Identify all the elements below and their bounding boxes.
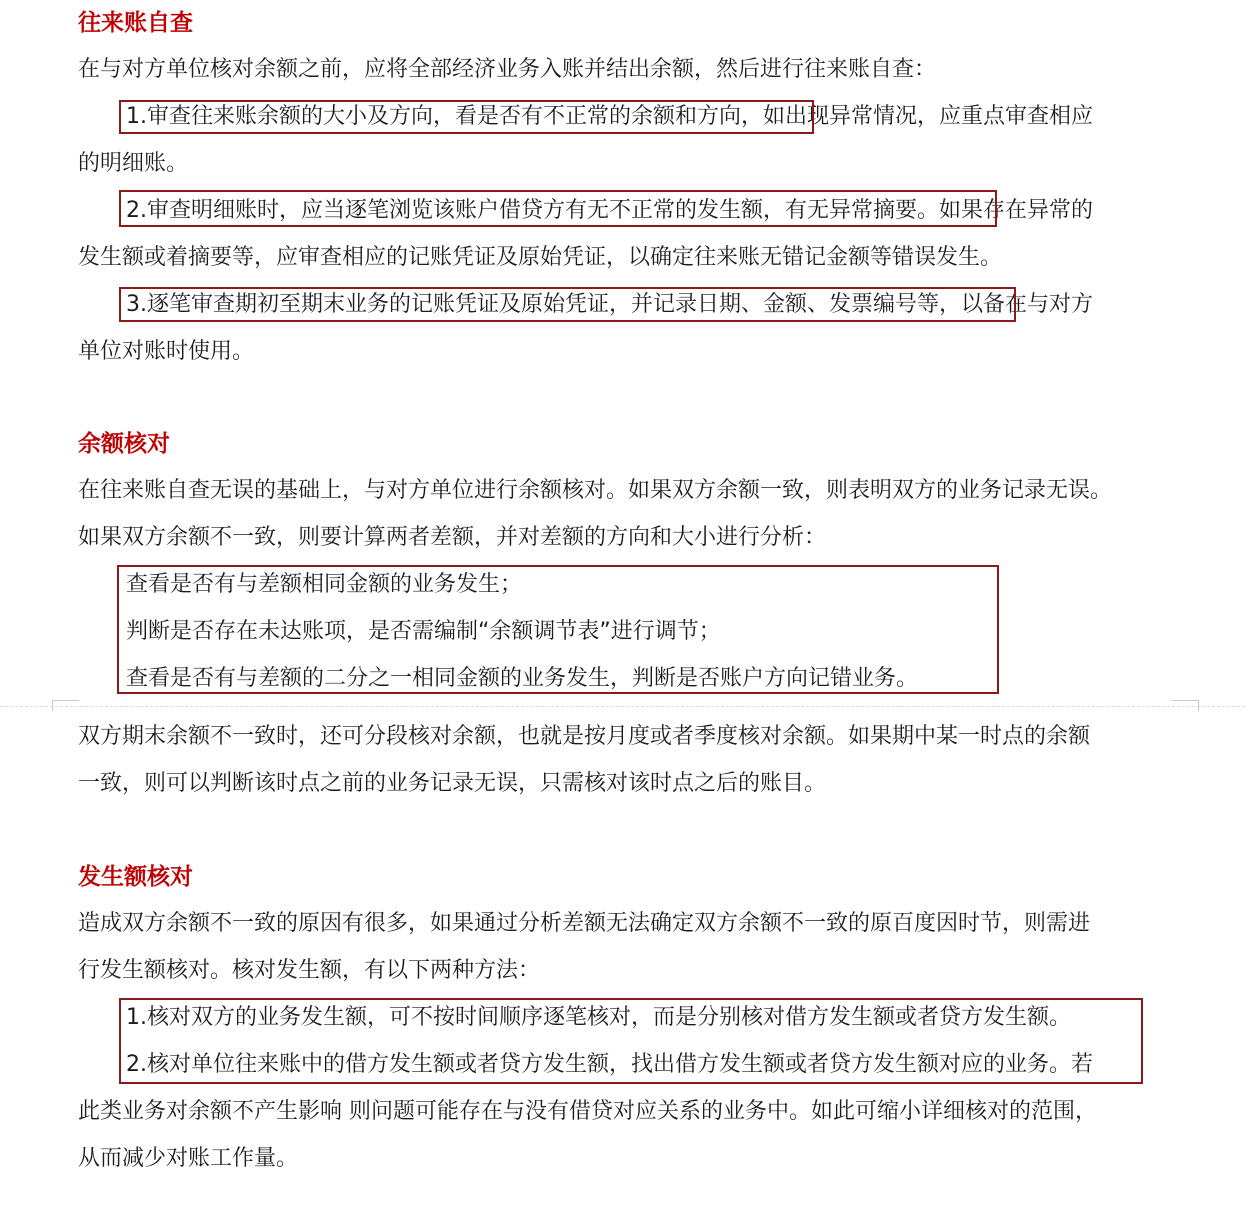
list-item: 判断是否存在未达账项，是否需编制“余额调节表”进行调节； xyxy=(126,619,721,644)
list-item: 查看是否有与差额相同金额的业务发生； xyxy=(126,572,523,597)
highlight-box-item-2 xyxy=(119,190,997,227)
paragraph-line: 发生额或着摘要等，应审查相应的记账凭证及原始凭证，以确定往来账无错记金额等错误发生。 xyxy=(78,245,1003,270)
page-corner-mark xyxy=(1172,700,1199,711)
highlight-box-analysis-list xyxy=(117,565,999,694)
paragraph-line: 2.审查明细账时，应当逐笔浏览该账户借贷方有无不正常的发生额，有无异常摘要。如果存在异常的 xyxy=(126,198,1093,223)
highlight-box-methods xyxy=(119,998,1143,1084)
paragraph-line: 一致，则可以判断该时点之前的业务记录无误，只需核对该时点之后的账目。 xyxy=(78,771,827,796)
section-heading-balance-check: 余额核对 xyxy=(78,431,170,457)
paragraph-line: 1.审查往来账余额的大小及方向，看是否有不正常的余额和方向，如出现异常情况，应重点审查相应 xyxy=(126,104,1093,129)
section-heading-amount-check: 发生额核对 xyxy=(78,864,193,890)
paragraph-line: 3.逐笔审查期初至期末业务的记账凭证及原始凭证，并记录日期、金额、发票编号等，以备在与对方 xyxy=(126,292,1093,317)
list-item: 2.核对单位往来账中的借方发生额或者贷方发生额，找出借方发生额或者贷方发生额对应的业务。若 xyxy=(126,1052,1093,1077)
paragraph-line: 此类业务对余额不产生影响 则问题可能存在与没有借贷对应关系的业务中。如此可缩小详细核对的范围， xyxy=(78,1099,1097,1124)
list-item: 查看是否有与差额的二分之一相同金额的业务发生，判断是否账户方向记错业务。 xyxy=(126,666,919,691)
paragraph-line: 造成双方余额不一致的原因有很多，如果通过分析差额无法确定双方余额不一致的原百度因时节，则需进 xyxy=(78,911,1091,936)
paragraph-line: 从而减少对账工作量。 xyxy=(78,1146,299,1171)
paragraph-line: 的明细账。 xyxy=(78,151,189,176)
paragraph-line: 单位对账时使用。 xyxy=(78,339,255,364)
paragraph-line: 双方期末余额不一致时，还可分段核对余额，也就是按月度或者季度核对余额。如果期中某一时点的余额 xyxy=(78,724,1091,749)
paragraph-line: 行发生额核对。核对发生额，有以下两种方法： xyxy=(78,958,541,983)
highlight-box-item-1 xyxy=(119,100,814,134)
list-item: 1.核对双方的业务发生额，可不按时间顺序逐笔核对，而是分别核对借方发生额或者贷方发生额。 xyxy=(126,1005,1071,1030)
section-heading-self-check: 往来账自查 xyxy=(78,10,193,36)
paragraph-line: 在往来账自查无误的基础上，与对方单位进行余额核对。如果双方余额一致，则表明双方的业务记录无误。 xyxy=(78,478,1113,503)
page-break-divider xyxy=(0,706,1245,707)
page-corner-mark xyxy=(52,700,79,711)
highlight-box-item-3 xyxy=(119,287,1016,322)
paragraph-line: 在与对方单位核对余额之前，应将全部经济业务入账并结出余额，然后进行往来账自查： xyxy=(78,57,937,82)
paragraph-line: 如果双方余额不一致，则要计算两者差额，并对差额的方向和大小进行分析： xyxy=(78,525,827,550)
